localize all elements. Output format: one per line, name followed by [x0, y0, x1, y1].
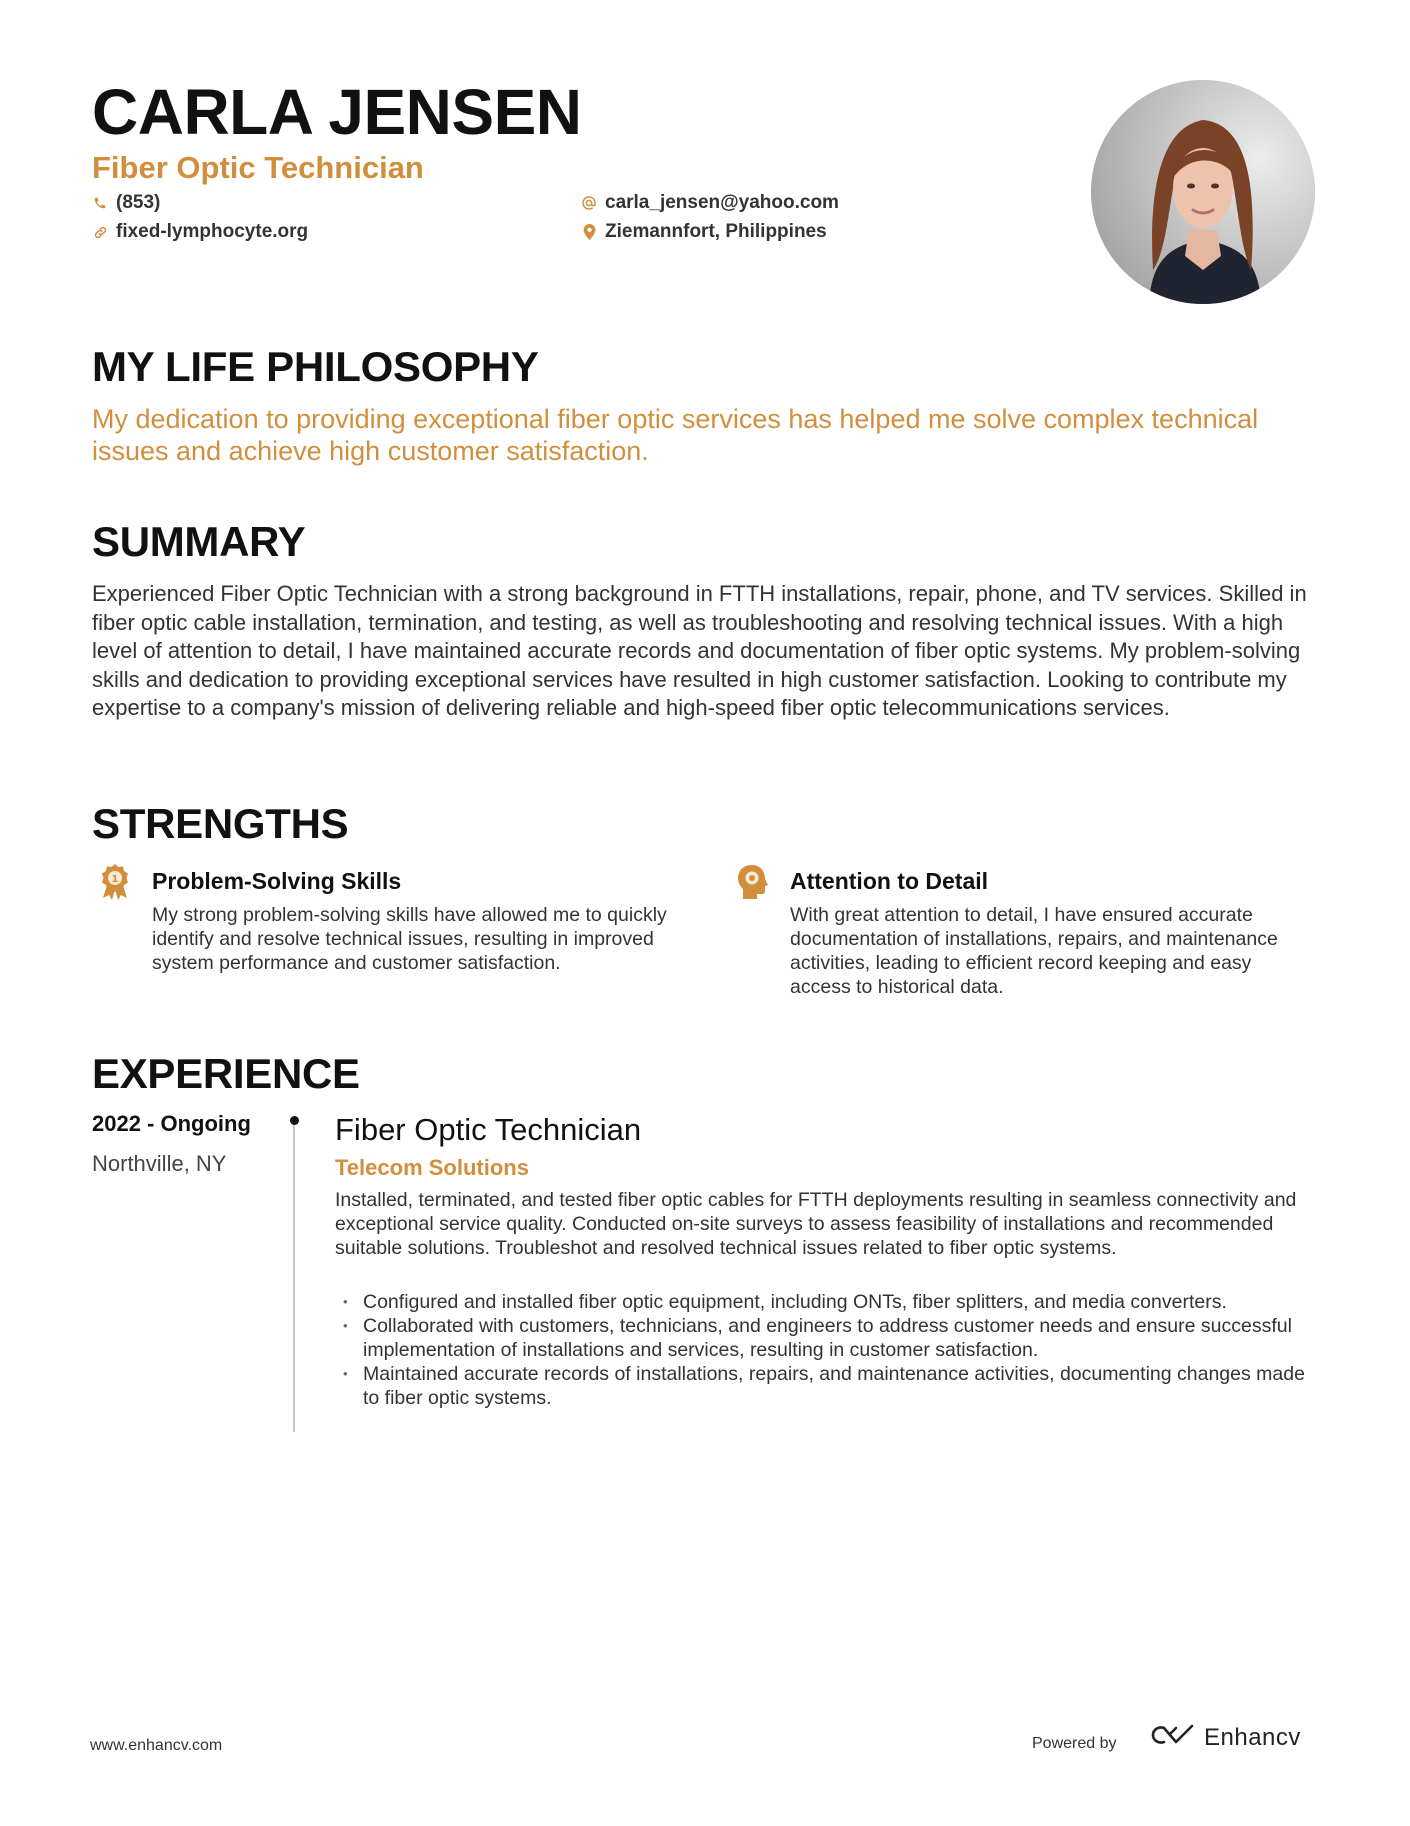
strength-title: Attention to Detail	[790, 868, 989, 894]
brand-name: Enhancv	[1204, 1723, 1301, 1751]
experience-heading: EXPERIENCE	[92, 1050, 360, 1097]
phone-text: (853)	[116, 192, 161, 213]
candidate-role: Fiber Optic Technician	[92, 150, 424, 185]
email-text: carla_jensen@yahoo.com	[605, 192, 839, 213]
experience-bullets	[335, 1290, 1325, 1410]
at-icon	[581, 194, 597, 212]
experience-location: Northville, NY	[92, 1151, 227, 1176]
list-item: • Maintained accurate records of installations, repairs, and maintenance activities, documenting changes made to fiber optic systems.	[335, 1362, 1325, 1410]
brand-logo[interactable]	[1150, 1722, 1301, 1753]
experience-description: Installed, terminated, and tested fiber optic cables for FTTH deployments resulting in seamless connectivity and exceptional service quality. Conducted on-site surveys to assess feasibility of installations and recommended suitable solutions. Troubleshot and resolved technical issues related to fiber optic systems.	[335, 1189, 1297, 1259]
contact-location	[581, 220, 827, 244]
profile-photo	[1091, 80, 1315, 304]
timeline-dot	[290, 1116, 299, 1125]
location-text: Ziemannfort, Philippines	[605, 221, 827, 242]
phone-icon	[92, 194, 108, 212]
experience-dates: 2022 - Ongoing	[92, 1111, 251, 1136]
experience-position: Fiber Optic Technician	[335, 1112, 642, 1147]
contact-phone	[92, 191, 160, 215]
summary-text: Experienced Fiber Optic Technician with a strong background in FTTH installations, repair, phone, and TV services. Skilled in fiber optic cable installation, termination, and testing, as well as troubleshooting and resolving technical issues. With a high level of attention to detail, I have maintained accurate records and documentation of fiber optic systems. My problem-solving skills and dedication to providing exceptional services have resulted in high customer satisfaction. Looking to contribute my expertise to a company's mission of delivering reliable and high-speed fiber optic telecommunications services.	[92, 581, 1307, 720]
list-item: • Configured and installed fiber optic equipment, including ONTs, fiber splitters, and media converters.	[335, 1290, 1325, 1314]
powered-by-label: Powered by	[1032, 1735, 1117, 1752]
svg-text:1: 1	[111, 874, 119, 885]
experience-company: Telecom Solutions	[335, 1155, 529, 1180]
list-item: • Collaborated with customers, technicians, and engineers to address customer needs and ensure successful implementation of installations and services, resulting in customer satisfaction.	[335, 1314, 1325, 1362]
website-text: fixed-lymphocyte.org	[116, 221, 309, 242]
timeline-line	[293, 1120, 295, 1432]
candidate-name: CARLA JENSEN	[92, 76, 582, 148]
strength-description: My strong problem-solving skills have allowed me to quickly identify and resolve technical issues, resulting in improved system performance and customer satisfaction.	[152, 904, 667, 974]
map-pin-icon	[581, 223, 597, 241]
contact-website[interactable]	[92, 220, 308, 244]
summary-heading: SUMMARY	[92, 518, 306, 565]
contact-email[interactable]	[581, 191, 839, 215]
enhancv-logo-icon	[1150, 1722, 1196, 1753]
award-icon	[98, 863, 132, 901]
philosophy-text: My dedication to providing exceptional fiber optic services has helped me solve complex technical issues and achieve high customer satisfaction.	[92, 404, 1259, 466]
link-icon	[92, 223, 108, 241]
head-icon	[736, 863, 770, 901]
strength-title: Problem-Solving Skills	[152, 868, 402, 894]
philosophy-heading: MY LIFE PHILOSOPHY	[92, 343, 539, 390]
strength-description: With great attention to detail, I have ensured accurate documentation of installations, repairs, and maintenance activities, leading to efficient record keeping and easy access to historical data.	[790, 904, 1278, 998]
footer-url[interactable]: www.enhancv.com	[90, 1737, 223, 1754]
strengths-heading: STRENGTHS	[92, 800, 349, 847]
